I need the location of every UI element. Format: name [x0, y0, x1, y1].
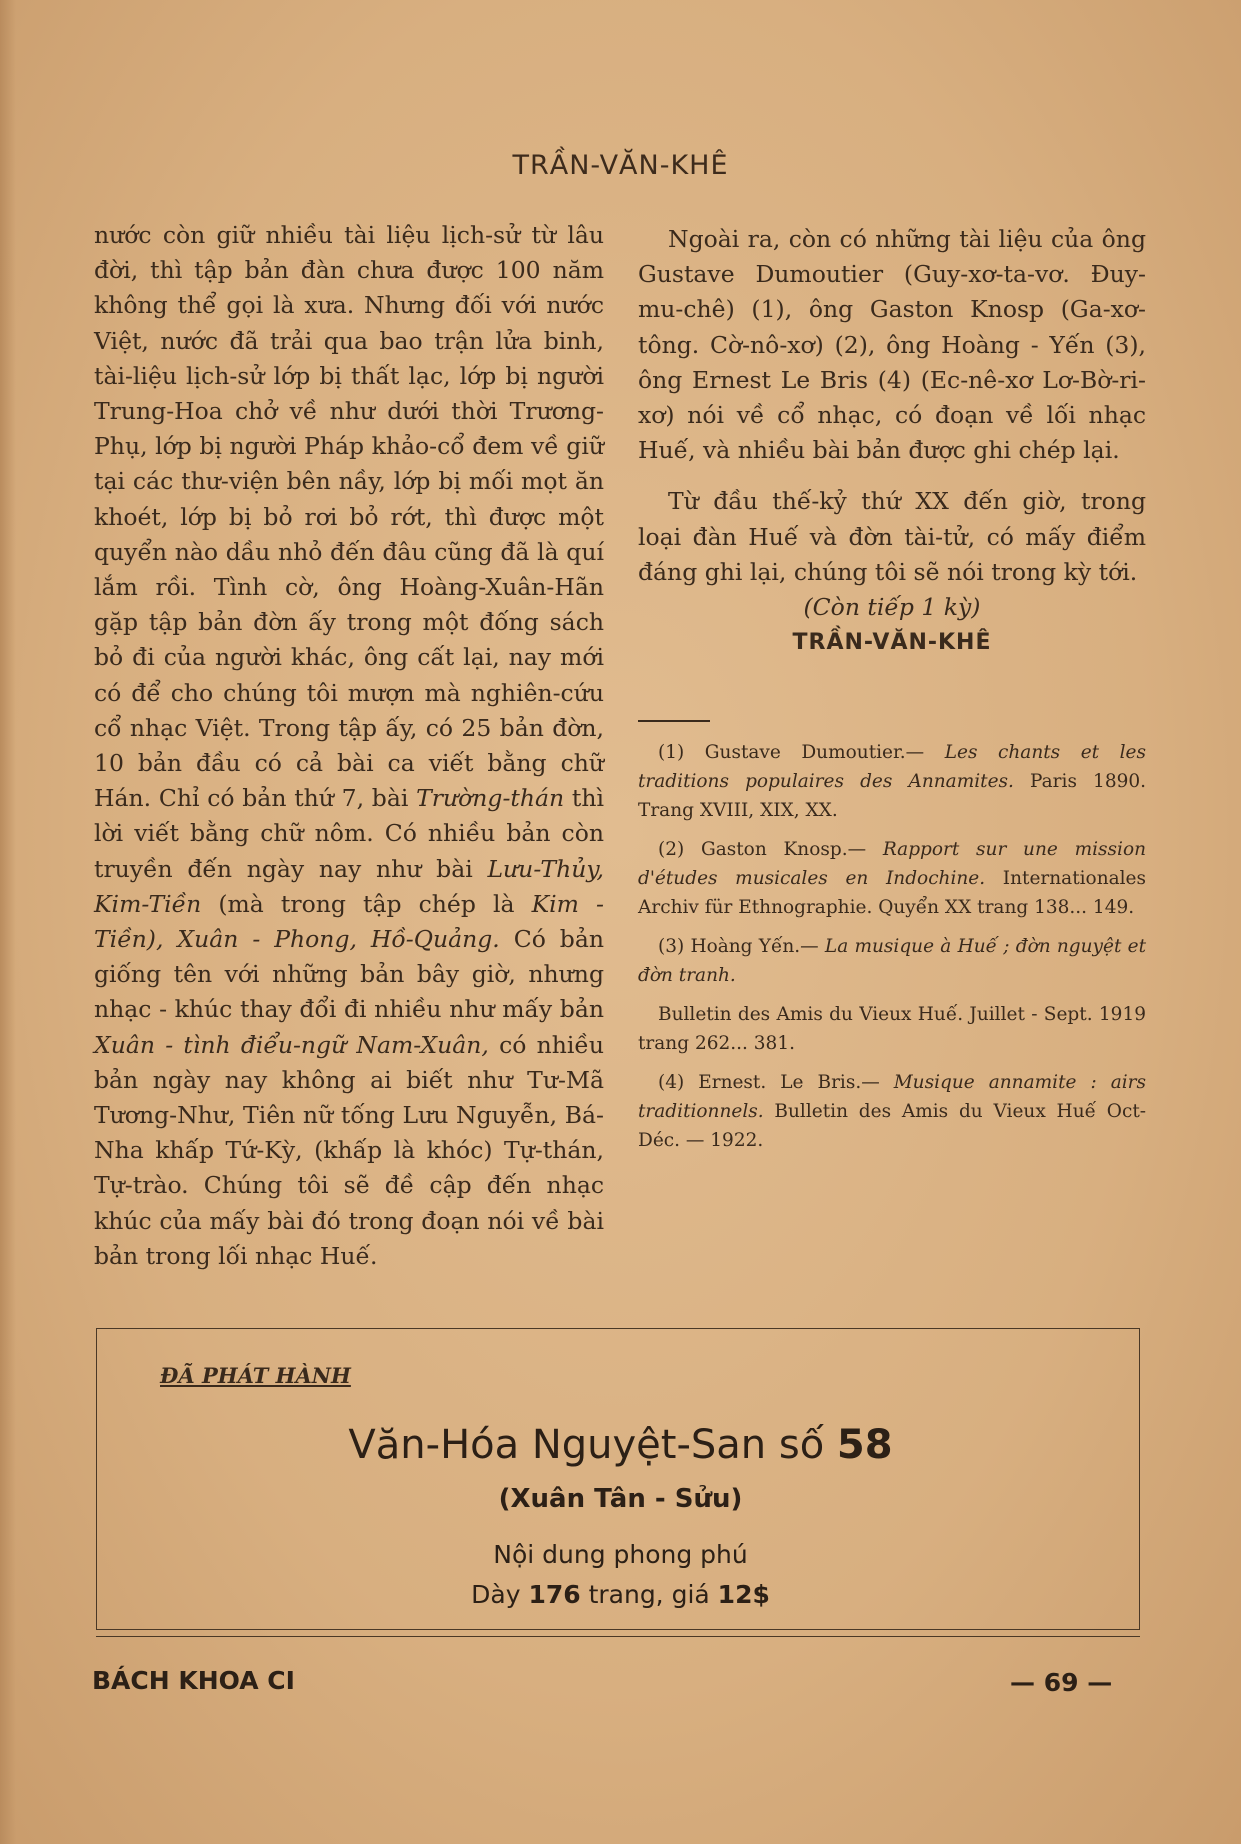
left-column-body: [94, 218, 604, 1274]
page-number: — 69 —: [1010, 1668, 1113, 1697]
body-text: thì lời viết bằng chữ nôm. Có nhiều bản còn truyền đến ngày nay như bài: [94, 784, 604, 883]
footnote-divider: [638, 720, 710, 722]
advertisement-label: ĐÃ PHÁT HÀNH: [160, 1363, 351, 1388]
body-text: có nhiều bản ngày nay không ai biết như Tư-Mã Tương-Như, Tiên nữ tống Lưu Nguyễn, Bá-Nha khấp Tứ-Kỳ, (khấp là khóc) Tự-thán, Tự-trào. Chúng tôi sẽ đề cập đến nhạc khúc của mấy bài đó trong đoạn nói về bài bản trong lối nhạc Huế.: [94, 1030, 604, 1270]
price: 12$: [717, 1580, 770, 1609]
song-title: Kim - Tiền), Xuân - Phong, Hồ-Quảng.: [94, 889, 604, 954]
issue-number: 58: [836, 1422, 893, 1468]
advertisement-title-text: Văn-Hóa Nguyệt-San số: [348, 1422, 837, 1468]
body-text: (mà trong tập chép là: [201, 889, 532, 918]
footnote-details: Bulletin des Amis du Vieux Huế Oct-Déc. — 1922.: [638, 1101, 1146, 1152]
body-text: Có bản giống tên với những bản bây giờ, nhưng nhạc - khúc thay đổi đi nhiều như mấy bản: [94, 925, 604, 1024]
footnote-author: (2) Gaston Knosp.—: [658, 839, 883, 861]
body-text: nước còn giữ nhiều tài liệu lịch-sử từ lâu đời, thì tập bản đàn chưa được 100 năm không thể gọi là xưa. Nhưng đối với nước Việt, nước đã trải qua bao trận lửa binh, tài-liệu lịch-sử lớp bị thất lạc, lớp bị người Trung-Hoa chở về như dưới thời Trương-Phụ, lớp bị người Pháp khảo-cổ đem về giữ tại các thư-viện bên nầy, lớp bị mối mọt ăn khoét, lớp bị bỏ rơi bỏ rớt, thì được một quyển nào dầu nhỏ đến đâu cũng đã là quí lắm rồi. Tình cờ, ông Hoàng-Xuân-Hãn gặp tập bản đờn ấy trong một đống sách bỏ đi của người khác, ông cất lại, nay mới có để cho chúng tôi mượn mà nghiên-cứu cổ nhạc Việt. Trong tập ấy, có 25 bản đờn, 10 bản đầu có cả bài ca viết bằng chữ Hán. Chỉ có bản thứ 7, bài: [94, 221, 604, 813]
price-line-text: trang, giá: [580, 1580, 718, 1609]
paragraph: Ngoài ra, còn có những tài liệu của ông Gustave Dumoutier (Guy-xơ-ta-vơ. Đuy-mu-chê) (1), ông Gaston Knosp (Ga-xơ-tông. Cờ-nô-xơ) (2), ông Hoàng - Yến (3), ông Ernest Le Bris (4) (Ec-nê-xơ Lơ-Bờ-ri-xơ) nói về cổ nhạc, có đoạn về lối nhạc Huế, và nhiều bài bản được ghi chép lại.: [638, 225, 1146, 465]
footnote-2: [638, 835, 1146, 922]
footnote-author: (3) Hoàng Yến.—: [658, 936, 825, 958]
footnote-details: Paris 1890. Trang XVIII, XIX, XX.: [638, 771, 1147, 822]
footnote-author: (4) Ernest. Le Bris.—: [658, 1072, 894, 1094]
footnote-3: [638, 932, 1146, 990]
footnote-work: La musique à Huế ; đờn nguyệt et đờn tranh.: [638, 936, 1147, 987]
price-line-text: Dày: [471, 1580, 529, 1609]
advertisement-tagline: Nội dung phong phú: [493, 1540, 748, 1569]
continued-note: (Còn tiếp 1 kỳ): [803, 593, 981, 622]
footnote-work: Musique annamite : airs traditionnels.: [638, 1072, 1146, 1123]
page-count: 176: [528, 1580, 581, 1609]
footnote-1: [638, 738, 1146, 825]
advertisement-title: [0, 1422, 1241, 1468]
advertisement-price-line: [0, 1580, 1241, 1609]
footnotes: [638, 738, 1146, 1155]
advertisement-subtitle: (Xuân Tân - Sửu): [498, 1484, 743, 1514]
footnote-work: Rapport sur une mission d'études musicales en Indochine.: [638, 839, 1146, 890]
paragraph: Từ đầu thế-kỷ thứ XX đến giờ, trong loại đàn Huế và đờn tài-tử, có mấy điểm đáng ghi lại, chúng tôi sẽ nói trong kỳ tới.: [638, 487, 1146, 586]
song-title: Trường-thán: [416, 784, 565, 813]
footnote-author: (1) Gustave Dumoutier.—: [658, 742, 945, 764]
magazine-name: BÁCH KHOA CI: [92, 1666, 295, 1695]
footnote-4: [638, 1068, 1146, 1155]
footnote-details: Internationales Archiv für Ethnographie. Quyển XX trang 138... 149.: [638, 868, 1146, 919]
song-title: Xuân - tình điểu-ngữ Nam-Xuân,: [94, 1030, 489, 1059]
advertisement-bottom-rule: [96, 1636, 1140, 1637]
left-column: [94, 218, 604, 1274]
footnote-work: Les chants et les traditions populaires des Annamites.: [638, 742, 1146, 793]
right-column: [638, 222, 1146, 1165]
footnote-3-details: Bulletin des Amis du Vieux Huế. Juillet - Sept. 1919 trang 262... 381.: [638, 1004, 1146, 1055]
author-signature: TRẦN-VĂN-KHÊ: [792, 630, 992, 656]
running-title: TRẦN-VĂN-KHÊ: [512, 150, 729, 181]
song-title: Lưu-Thủy, Kim-Tiền: [94, 854, 604, 918]
